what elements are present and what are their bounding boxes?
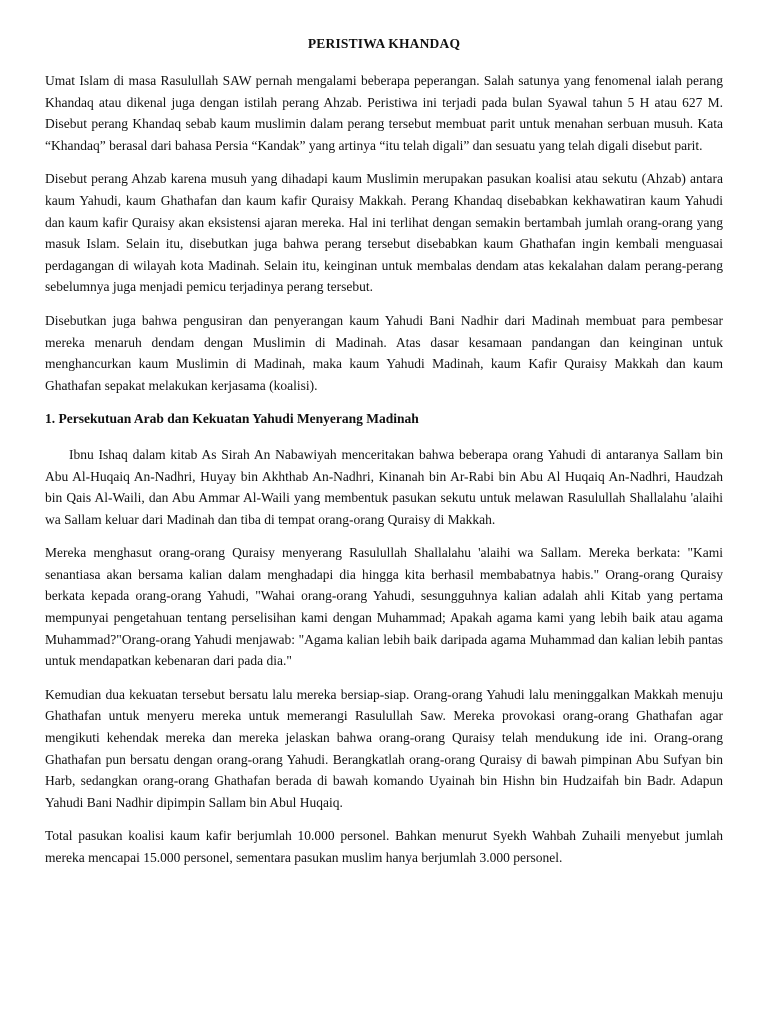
paragraph-hasutan: Mereka menghasut orang-orang Quraisy menyerang Rasulullah Shallalahu 'alaihi wa Sallam. Mereka berkata: "Kami senantiasa akan bersama kalian dalam menghadapi dia hingga kita berhasil membabatnya habis." Orang-orang Quraisy berkata kepada orang-orang Yahudi, "Wahai orang-orang Yahudi, sesungguhnya kalian adalah ahli Kitab yang pertama mempunyai pengetahuan tentang perselisihan kami dengan Muhammad; Apakah agama kami yang lebih baik atau agama Muhammad?"Orang-orang Yahudi menjawab: "Agama kalian lebih baik daripada agama Muhammad dan kalian lebih pantas untuk mendapatkan kebenaran dari pada dia." [45, 545, 723, 669]
paragraph-ahzab: Disebut perang Ahzab karena musuh yang dihadapi kaum Muslimin merupakan pasukan koalisi atau sekutu (Ahzab) antara kaum Yahudi, kaum Ghathafan dan kaum kafir Quraisy Makkah. Perang Khandaq disebabkan kekhawatiran kaum Yahudi dan kaum kafir Quraisy akan eksistensi ajaran mereka. Hal ini terlihat dengan semakin bertambah jumlah orang-orang yang masuk Islam. Selain itu, disebutkan juga bahwa perang tersebut disebabkan kaum Ghathafan ingin kembali menguasai perdagangan di wilayah kota Madinah. Selain itu, keinginan untuk membalas dendam atas kekalahan dalam perang-perang sebelumnya juga menjadi pemicu terjadinya perang tersebut. [45, 171, 723, 295]
paragraph-ibnu-ishaq: Ibnu Ishaq dalam kitab As Sirah An Nabawiyah menceritakan bahwa beberapa orang Yahudi di antaranya Sallam bin Abu Al-Huqaiq An-Nadhri, Huyay bin Akhthab An-Nadhri, Kinanah bin Ar-Rabi bin Abu Al Huqaiq An-Nadhri, Haudzah bin Qais Al-Waili, dan Abu Ammar Al-Waili yang membentuk pasukan sekutu untuk melawan Rasulullah Shallalahu 'alaihi wa Sallam keluar dari Madinah dan tiba di tempat orang-orang Quraisy di Makkah. [45, 446, 723, 527]
document-title: PERISTIWA KHANDAQ [307, 36, 461, 51]
paragraph-intro: Umat Islam di masa Rasulullah SAW pernah mengalami beberapa peperangan. Salah satunya yang fenomenal ialah perang Khandaq atau dikenal juga dengan istilah perang Ahzab. Peristiwa ini terjadi pada bulan Syawal tahun 5 H atau 627 M. Disebut perang Khandaq sebab kaum muslimin dalam perang tersebut membuat parit untuk menahan serbuan musuh. Kata “Khandaq” berasal dari bahasa Persia “Kandak” yang artinya “itu telah digali” dan sesuatu yang telah digali disebut parit. [45, 73, 723, 153]
paragraph-koalisi: Kemudian dua kekuatan tersebut bersatu lalu mereka bersiap-siap. Orang-orang Yahudi lalu meninggalkan Makkah menuju Ghathafan untuk menyeru mereka untuk memerangi Rasulullah Saw. Mereka provokasi orang-orang Ghathafan agar mengikuti kehendak mereka dan mereka jelaskan bahwa orang-orang Quraisy telah mendukung ide ini. Orang-orang Ghathafan pun bersatu dengan orang-orang Yahudi. Berangkatlah orang-orang Quraisy di bawah pimpinan Abu Sufyan bin Harb, sedangkan orang-orang Ghathafan berada di bawah komando Uyainah bin Hishn bin Hudzaifah bin Badr. Adapun Yahudi Bani Nadhir dipimpin Sallam bin Abul Huqaiq. [45, 686, 723, 810]
paragraph-bani-nadhir: Disebutkan juga bahwa pengusiran dan penyerangan kaum Yahudi Bani Nadhir dari Madinah membuat para pembesar mereka menaruh dendam dengan Muslimin di Madinah. Atas dasar kesamaan pandangan dan keinginan untuk menghancurkan kaum Muslimin di Madinah, maka kaum Yahudi Madinah, kaum Kafir Quraisy Makkah dan kaum Ghathafan sepakat melakukan kerjasama (koalisi). [45, 312, 723, 393]
section-heading: 1. Persekutuan Arab dan Kekuatan Yahudi Menyerang Madinah [45, 411, 419, 427]
paragraph-total-pasukan: Total pasukan koalisi kaum kafir berjumlah 10.000 personel. Bahkan menurut Syekh Wahbah Zuhaili menyebut jumlah mereka mencapai 15.000 personel, sementara pasukan muslim hanya berjumlah 3.000 personel. [45, 828, 723, 865]
